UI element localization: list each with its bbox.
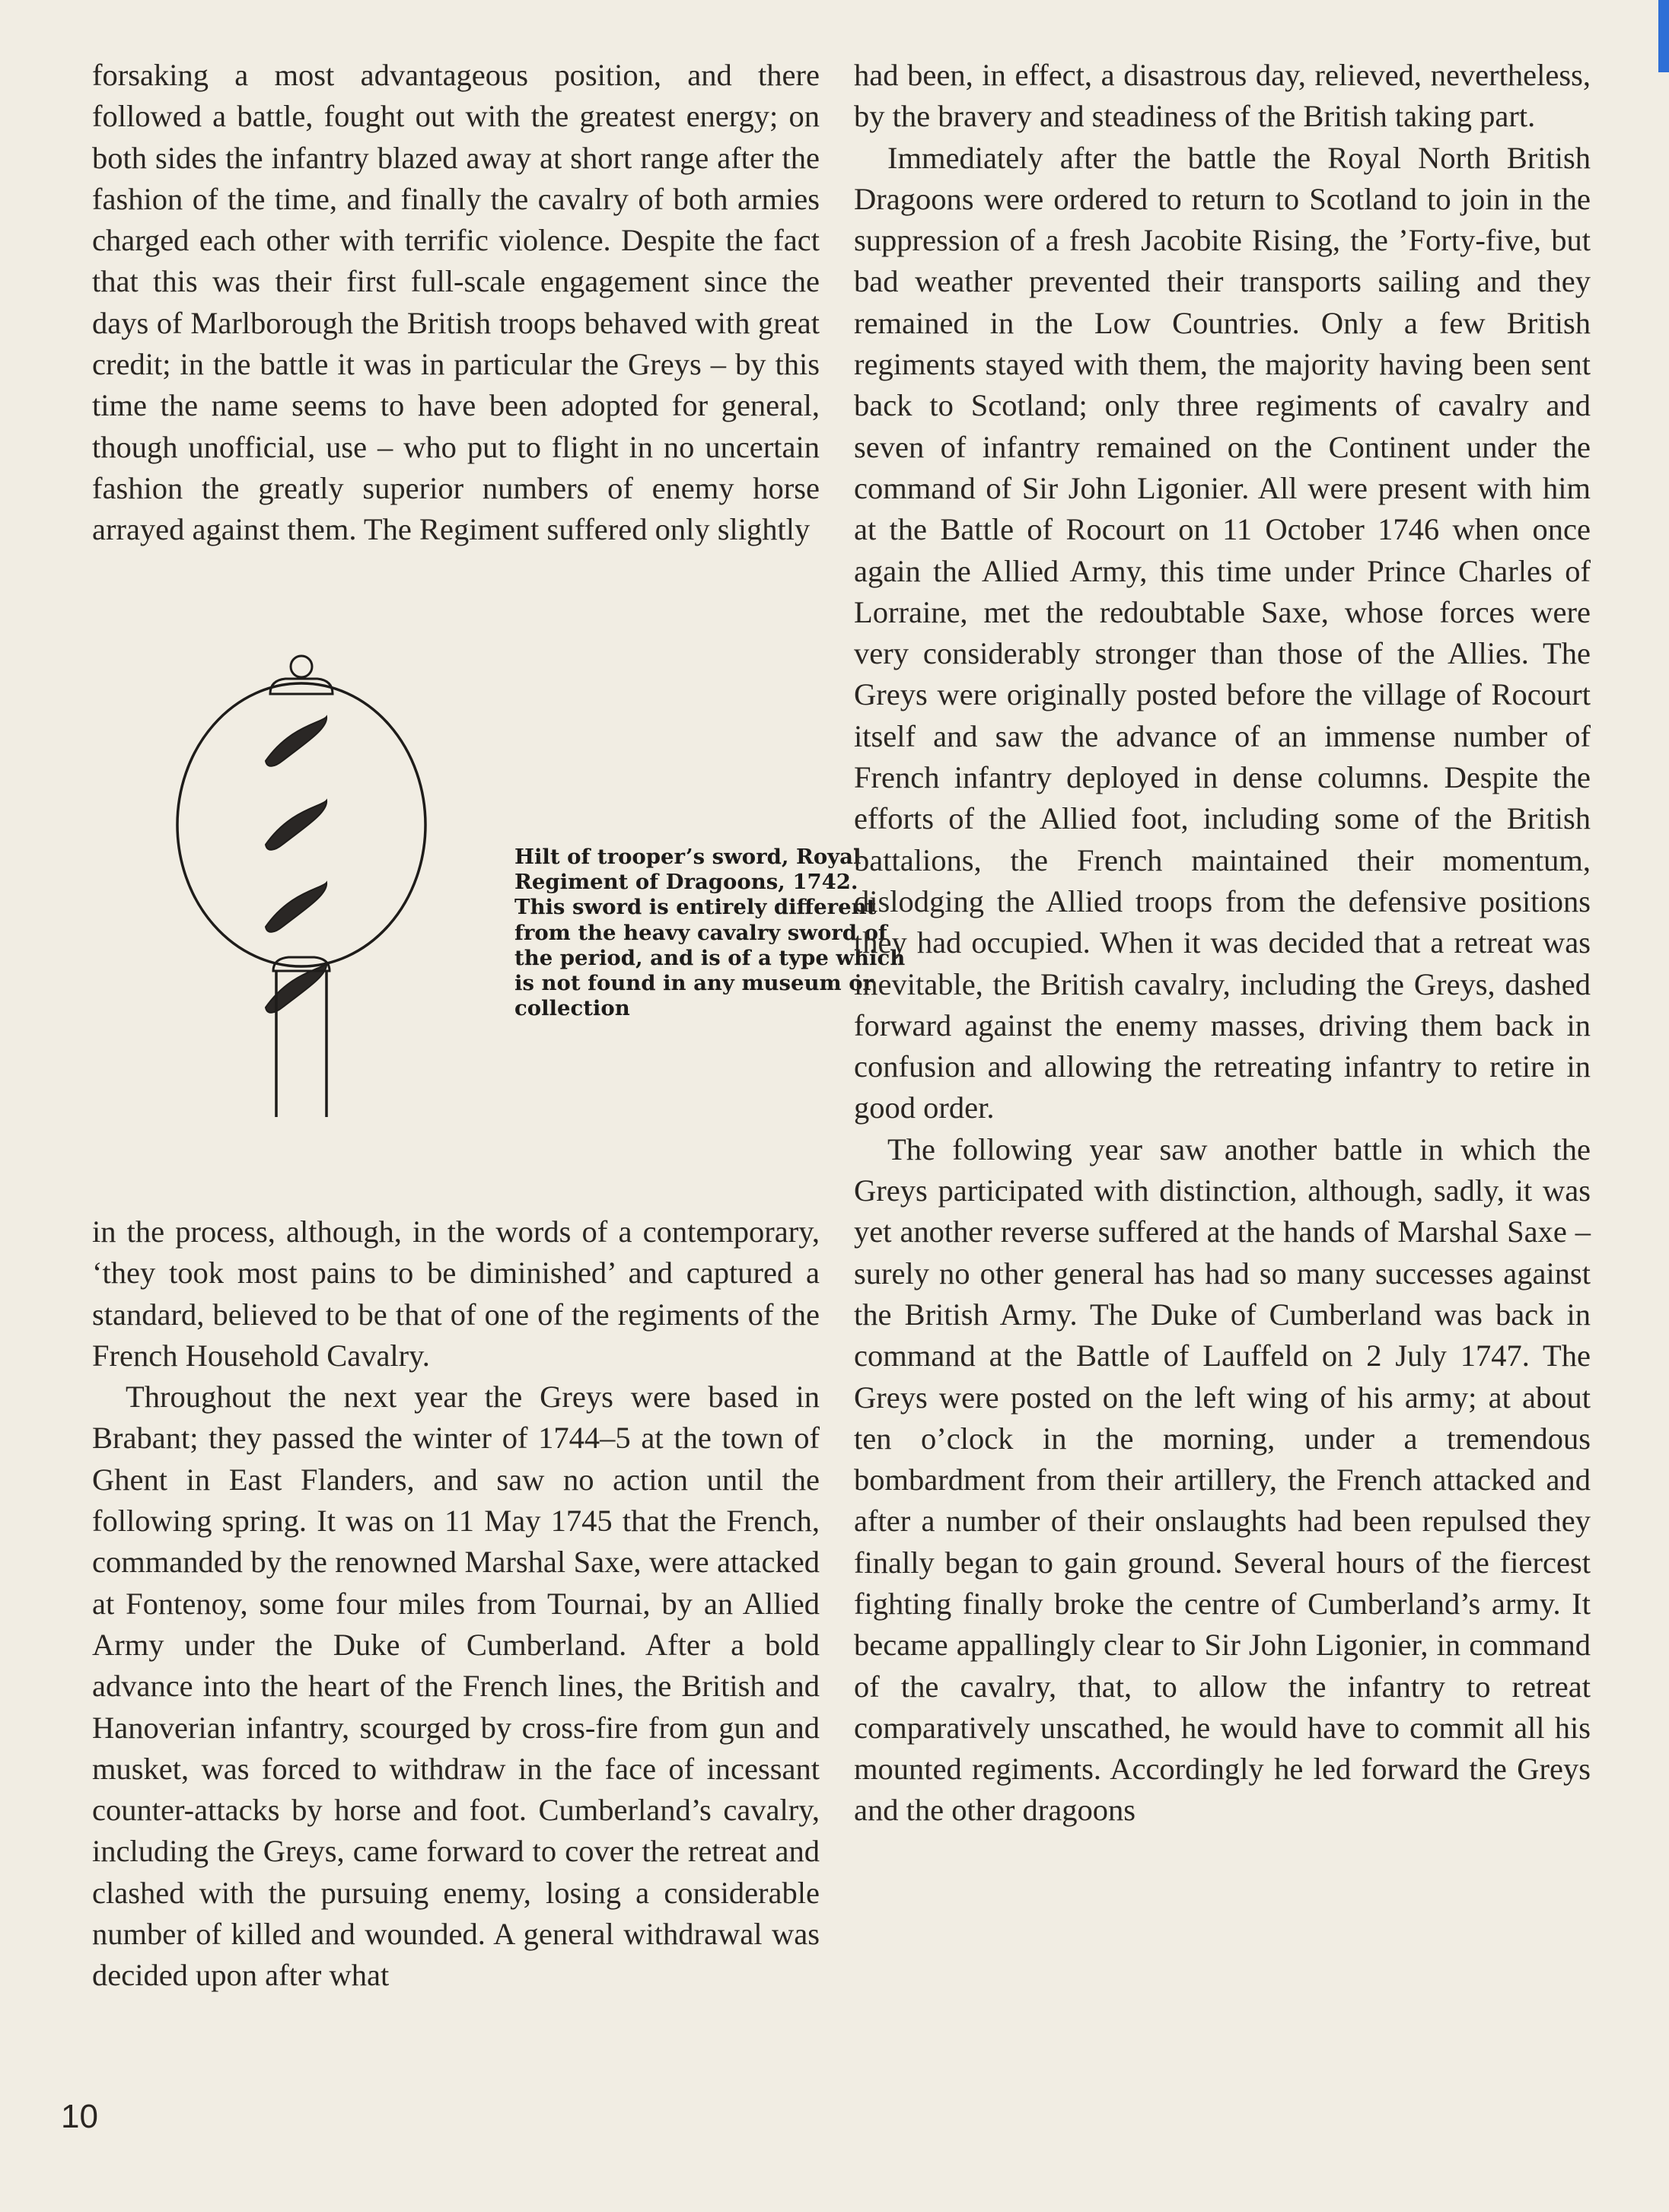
- left-column: [92, 55, 906, 1997]
- page-number: 10: [61, 2098, 98, 2135]
- right-paragraph-3: The following year saw another battle in which the Greys participated with distinction, although, sadly, it was yet another reverse suffered at the hands of Marshal Saxe – surely no other general has had so many successes against the British Army. The Duke of Cumberland was back in command at the Battle of Lauffeld on 2 July 1747. The Greys were posted on the left wing of his army; at about ten o’clock in the morning, under a tremendous bombardment from their artillery, the French attacked and after a number of their onslaughts had been repulsed they finally began to gain ground. Several hours of the fiercest fighting finally broke the centre of Cumberland’s army. It became appallingly clear to Sir John Ligonier, in command of the cavalry, that, to allow the infantry to retreat comparatively unscathed, he would have to commit all his mounted regiments. Accordingly he led forward the Greys and the other dragoons: [854, 1131, 1591, 1828]
- left-paragraph-2: Throughout the next year the Greys were based in Brabant; they passed the winter of 1744–5 at the town of Ghent in East Flanders, and saw no action until the following spring. It was on 11 May 1745 that the French, commanded by the renowned Marshal Saxe, were attacked at Fontenoy, some four miles from Tournai, by an Allied Army under the Duke of Cumberland. After a bold advance into the heart of the French lines, the British and Hanoverian infantry, scourged by cross-fire from gun and musket, was forced to withdraw in the face of incessant counter-attacks by horse and foot. Cumberland’s cavalry, including the Greys, came forward to cover the retreat and clashed with the pursuing enemy, losing a considerable number of killed and wounded. A general withdrawal was decided upon after what: [92, 1380, 820, 1993]
- pommel-button: [291, 656, 312, 677]
- left-paragraph-1: forsaking a most advantageous position, and there followed a battle, fought out with the greatest energy; on both sides the infantry blazed away at short range after the fashion of the time, and finally the cavalry of both armies charged each other with terrific violence. Despite the fact that this was their first full-scale engagement since the days of Marlborough the British troops behaved with great credit; in the battle it was in particular the Greys – by this time the name seems to have been adopted for general, though unofficial, use – who put to flight in no uncertain fashion the greatly superior numbers of enemy horse arrayed against them. The Regiment suffered only slightly: [92, 58, 820, 547]
- left-paragraph-1-continued: in the process, although, in the words of a contemporary, ‘they took most pains to be diminished’ and captured a standard, believed to be that of one of the regiments of the French Household Cavalry.: [92, 1214, 820, 1373]
- left-column-top: [92, 55, 820, 648]
- grip-twist-1: [266, 717, 326, 766]
- figure-caption: Hilt of trooper’s sword, Royal Regiment of Dragoons, 1742. This sword is entirely different from the heavy cavalry sword of the period, and is of a type which is not found in any museum or collection: [514, 845, 906, 1021]
- sword-hilt-illustration: [154, 653, 489, 1125]
- grip-twist-3: [266, 883, 326, 932]
- right-column: [854, 55, 1591, 1832]
- right-paragraph-2: Immediately after the battle the Royal North British Dragoons were ordered to return to Scotland to join in the suppression of a fresh Jacobite Rising, the ’Forty-five, but bad weather prevented their transports sailing and they remained in the Low Countries. Only a few British regiments stayed with them, the majority having been sent back to Scotland; only three regiments of cavalry and seven of infantry remained on the Continent under the command of Sir John Ligonier. All were present with him at the Battle of Rocourt on 11 October 1746 when once again the Allied Army, this time under Prince Charles of Lorraine, met the redoubtable Saxe, whose forces were very considerably stronger than those of the Allies. The Greys were originally posted before the village of Rocourt itself and saw the advance of an immense number of French infantry deployed in dense columns. Despite the efforts of the Allied foot, including some of the British battalions, the French maintained their momentum, dislodging the Allied troops from the defensive positions they had occupied. When it was decided that a retreat was inevitable, the British cavalry, including the Greys, dashed forward against the enemy masses, driving them back in confusion and allowing the retreating infantry to retire in good order.: [854, 140, 1591, 1125]
- sword-hilt-figure: [92, 653, 906, 1211]
- grip-twists: [266, 717, 326, 1013]
- right-paragraph-1: had been, in effect, a disastrous day, relieved, nevertheless, by the bravery and steadiness of the British taking part.: [854, 58, 1591, 134]
- grip-twist-2: [266, 800, 326, 850]
- page-edge-marker: [1658, 0, 1669, 72]
